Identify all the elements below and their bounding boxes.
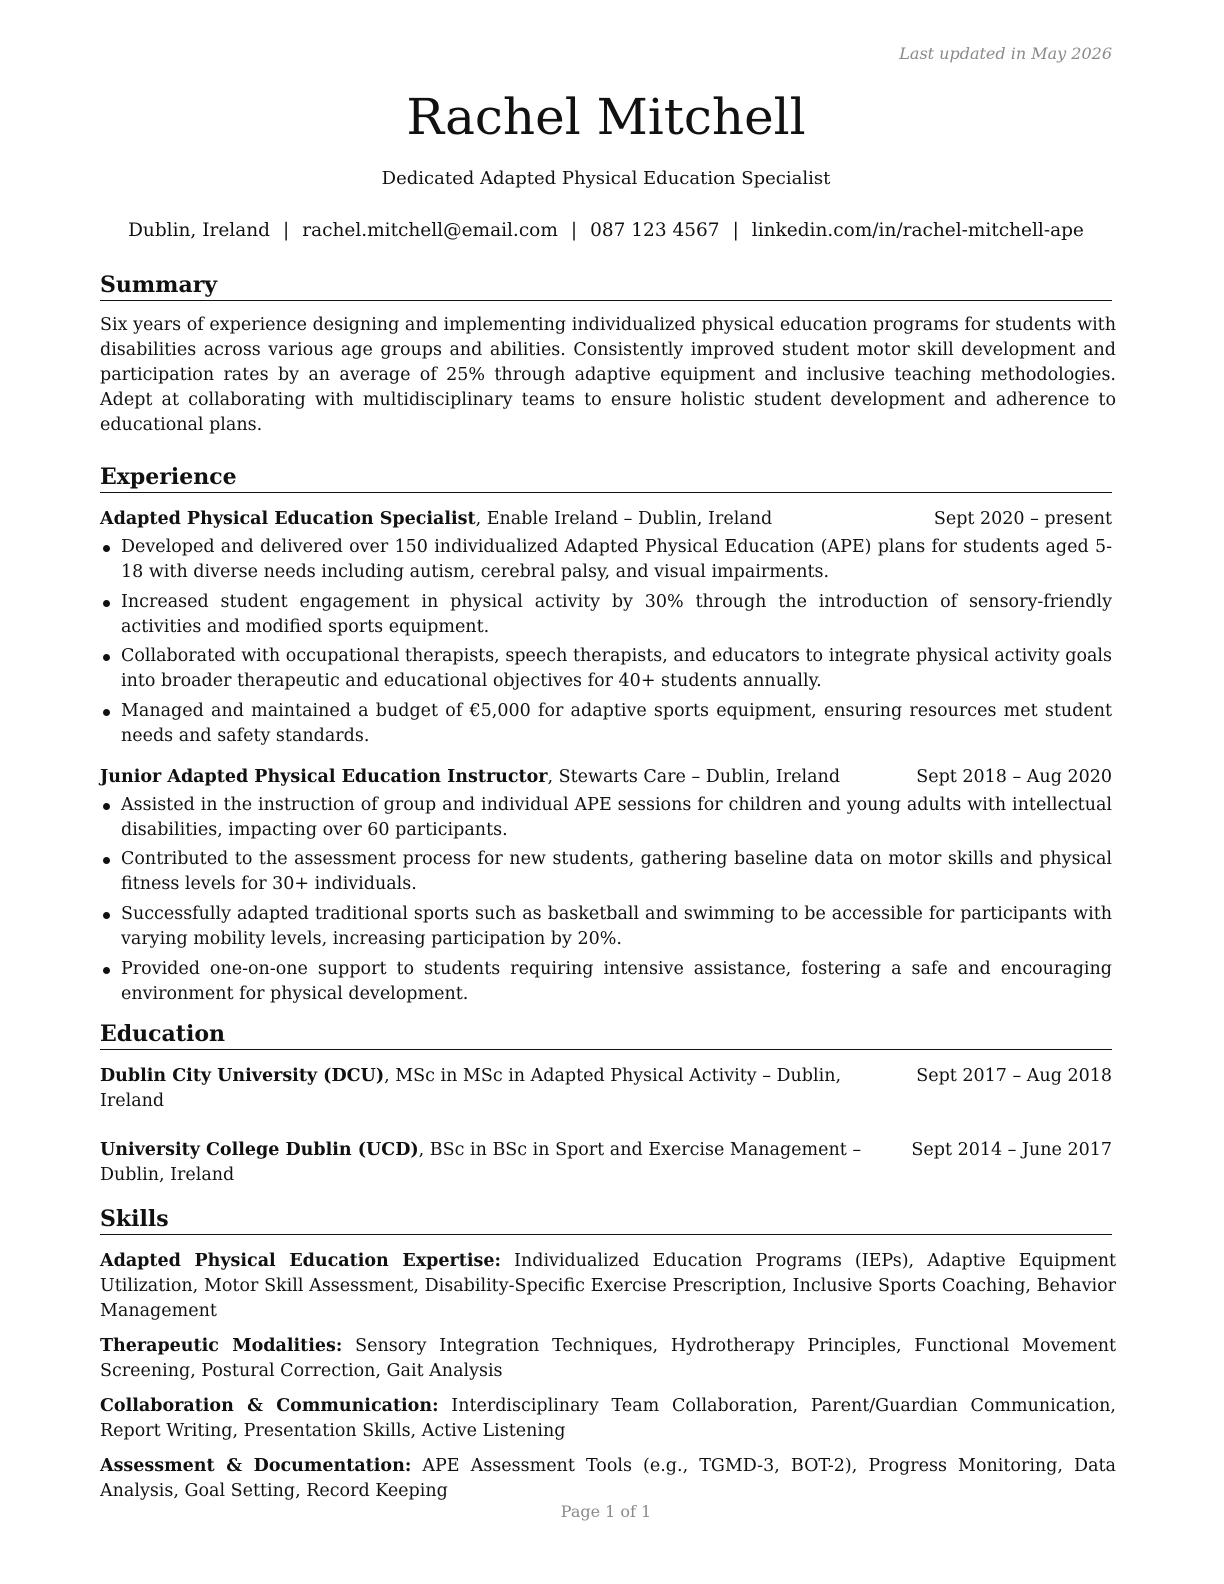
skill-group [100, 1454, 1116, 1504]
skill-group-items: Interdisciplinary Team Collaboration, Parent/Guardian Communication, Report Writing, Presentation Skills, Active Listening [100, 1395, 1116, 1441]
education-school: Dublin City University (DCU) [100, 1065, 385, 1086]
summary-section [100, 270, 1116, 438]
section-title-skills: Skills [100, 1204, 1112, 1235]
skill-group-label: Adapted Physical Education Expertise: [100, 1250, 501, 1271]
job-header [100, 765, 1112, 790]
separator: | [732, 220, 739, 241]
job-bullets [100, 793, 1112, 1007]
education-section [100, 1019, 1112, 1188]
experience-section [100, 462, 1112, 1007]
bullet-item: Provided one-on-one support to students requiring intensive assistance, fostering a safe and encouraging environment for physical development. [100, 957, 1112, 1007]
education-entry [100, 1138, 1112, 1188]
skill-group-items: Sensory Integration Techniques, Hydrotherapy Principles, Functional Movement Screening, Postural Correction, Gait Analysis [100, 1335, 1116, 1381]
section-title-education: Education [100, 1019, 1112, 1050]
job-role: Junior Adapted Physical Education Instructor [100, 766, 548, 787]
job-dates: Sept 2018 – Aug 2020 [916, 766, 1112, 787]
job-org: , Enable Ireland – Dublin, Ireland [475, 509, 773, 529]
job-entry [100, 507, 1112, 749]
bullet-item: Managed and maintained a budget of €5,000 for adaptive sports equipment, ensuring resources met student needs and safety standards. [100, 699, 1112, 749]
section-title-summary: Summary [100, 270, 1112, 301]
bullet-item: Assisted in the instruction of group and individual APE sessions for children and young adults with intellectual disabilities, impacting over 60 participants. [100, 793, 1112, 843]
bullet-item: Successfully adapted traditional sports such as basketball and swimming to be accessible for participants with varying mobility levels, increasing participation by 20%. [100, 902, 1112, 952]
education-detail: , BSc in BSc in Sport and Exercise Management – Dublin, Ireland [100, 1139, 862, 1185]
bullet-item: Contributed to the assessment process for new students, gathering baseline data on motor skills and physical fitness levels for 30+ individuals. [100, 847, 1112, 897]
education-detail: , MSc in MSc in Adapted Physical Activity – Dublin, Ireland [100, 1065, 842, 1111]
education-entry [100, 1064, 1112, 1114]
education-school: University College Dublin (UCD) [100, 1139, 419, 1160]
education-dates: Sept 2017 – Aug 2018 [916, 1065, 1112, 1086]
contact-linkedin[interactable]: linkedin.com/in/rachel-mitchell-ape [751, 220, 1084, 241]
skill-group-label: Collaboration & Communication: [100, 1395, 439, 1416]
candidate-name: Rachel Mitchell [406, 88, 806, 146]
skill-group [100, 1394, 1116, 1444]
bullet-item: Increased student engagement in physical activity by 30% through the introduction of sensory-friendly activities and modified sports equipment. [100, 590, 1112, 640]
contact-line [40, 219, 1172, 243]
skill-group-items: APE Assessment Tools (e.g., TGMD-3, BOT-2), Progress Monitoring, Data Analysis, Goal Setting, Record Keeping [100, 1455, 1116, 1501]
separator: | [283, 220, 290, 241]
education-line [100, 1064, 886, 1114]
bullet-item: Collaborated with occupational therapists, speech therapists, and educators to integrate physical activity goals into broader therapeutic and educational objectives for 40+ students annually. [100, 644, 1112, 694]
separator: | [570, 220, 578, 241]
job-bullets [100, 535, 1112, 749]
summary-text: Six years of experience designing and implementing individualized physical education programs for students with disabilities across various age groups and abilities. Consistently improved student motor skill development and participation rates by an average of 25% through adaptive equipment and inclusive teaching methodologies. Adept at collaborating with multidisciplinary teams to ensure holistic student development and adherence to educational plans. [100, 315, 1116, 435]
contact-location: Dublin, Ireland [128, 220, 270, 241]
job-entry [100, 765, 1112, 1007]
last-updated: Last updated in May 2026 [899, 44, 1112, 63]
education-line [100, 1138, 880, 1188]
contact-email[interactable]: rachel.mitchell@email.com [302, 220, 558, 241]
headline: Dedicated Adapted Physical Education Specialist [381, 168, 831, 189]
skill-group [100, 1249, 1116, 1324]
skill-group-label: Therapeutic Modalities: [100, 1335, 343, 1356]
contact-phone: 087 123 4567 [590, 220, 720, 241]
education-dates: Sept 2014 – June 2017 [911, 1139, 1112, 1160]
job-header [100, 507, 1112, 532]
resume-content [100, 270, 1116, 1516]
job-org: , Stewarts Care – Dublin, Ireland [547, 766, 841, 787]
section-title-experience: Experience [100, 462, 1112, 493]
skill-group-items: Individualized Education Programs (IEPs), Adaptive Equipment Utilization, Motor Skill Assessment, Disability-Specific Exercise Prescription, Inclusive Sports Coaching, Behavior Management [100, 1250, 1116, 1321]
job-title-line [100, 765, 840, 790]
bullet-item: Developed and delivered over 150 individualized Adapted Physical Education (APE) plans for students aged 5-18 with diverse needs including autism, cerebral palsy, and visual impairments. [100, 535, 1112, 585]
job-dates: Sept 2020 – present [933, 509, 1112, 529]
job-title-line [100, 507, 772, 532]
skill-group-label: Assessment & Documentation: [100, 1455, 412, 1476]
job-role: Adapted Physical Education Specialist [100, 509, 476, 529]
skill-group [100, 1334, 1116, 1384]
page-number: Page 1 of 1 [560, 1502, 652, 1521]
skills-section [100, 1204, 1116, 1504]
